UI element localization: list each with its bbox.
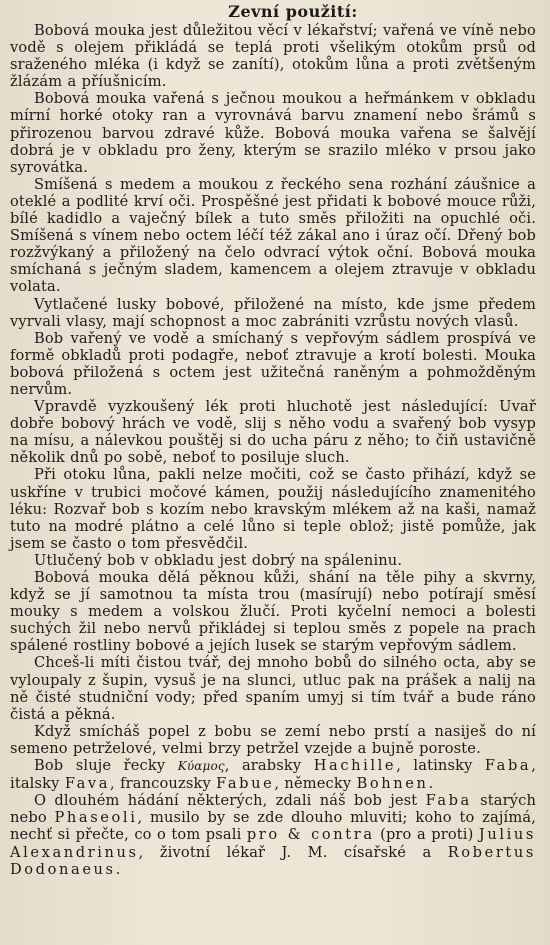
paragraph-5: Bob vařený ve vodě a smíchaný s vepřovým sádlem prospívá ve formě obkladů proti podagře, neboť ztravuje a krotí bolesti. Mouka bobová přiložená s octem jest užitečná raněným a pohmožděným nervům. (10, 329, 536, 398)
german-name: Bohnen (356, 775, 429, 793)
paragraph-6: Vpravdě vyzkoušený lék proti hluchotě jest následující: Uvař dobře bobový hrách ve vodě, slij s něho vodu a svařený bob vysyp na mísu, a nálevkou pouštěj si do ucha páru z něho; to čiň ustavičně několik dnů po sobě, neboť to posiluje sluch. (10, 398, 536, 467)
term-pro-contra: pro & contra (246, 826, 375, 844)
final-text: O dlouhém hádání některých, zdali náš bob jest (34, 792, 426, 810)
greek-name: Κύαμος (177, 759, 225, 774)
paragraph-2: Bobová mouka vařená s ječnou moukou a heřmánkem v obkladu mírní horké otoky ran a vyrovnává barvu znamení nebo šrámů s přirozenou barvou zdravé kůže. Bobová mouka vařena se šalvějí dobrá je v obkladu pro ženy, kterým se srazilo mléko v prsou jako syrovátka. (10, 90, 536, 176)
latin-name: Faba (484, 757, 532, 775)
final-text: . (115, 860, 121, 878)
names-text: Bob sluje řecky (34, 757, 178, 775)
paragraph-8: Utlučený bob v obkladu jest dobrý na spáleninu. (34, 551, 403, 569)
paragraph-names (10, 757, 536, 792)
section-title: Zevní použití: (228, 2, 358, 21)
author-robertus: Robertus Dodonaeus (10, 843, 536, 878)
paragraph-1: Bobová mouka jest důležitou věcí v lékařství; vařená ve víně nebo vodě s olejem přikládá se teplá proti všelikým otokům prsů od sraženého mléka (i když se zanítí), otokům lůna a proti zvětšeným žlázám a příušnicím. (10, 22, 536, 91)
final-text: (pro a proti) (374, 826, 479, 844)
names-text: , latinsky (396, 757, 485, 775)
paragraph-9: Bobová mouka dělá pěknou kůži, shání na těle pihy a skvrny, když se jí samotnou ta místa trou (masírují) nebo potírají směsí mouky s medem a volskou žlučí. Proti kyčelní nemoci a bolesti suchých žil nebo nervů přikládej si teplou směs z popele na prach spálené rostliny bobové a jejích lusek se starým vepřovým sádlem. (10, 569, 536, 655)
author-julius: Julius Alexandrinus (10, 826, 536, 861)
paragraph-final (10, 792, 536, 877)
arabic-name: Hachille (313, 757, 397, 775)
final-text: , životní lékař J. M. císařské a (138, 843, 448, 861)
paragraph-10: Chceš-li míti čistou tvář, dej mnoho bobů do silného octa, aby se vyloupaly z šupin, vysuš je na slunci, utluc pak na prášek a nalij na ně čisté studniční vody; před spaním umyj si tím tvář a bude ráno čistá a pěkná. (10, 654, 536, 723)
final-text: , musilo by se zde dlouho mluviti; koho to zajímá, nechť si přečte, co o tom psali (10, 809, 536, 844)
final-text: starých nebo (10, 792, 537, 827)
names-text: , italsky (10, 757, 536, 793)
term-faba: Faba (425, 792, 472, 810)
paragraph-4: Vytlačené lusky bobové, přiložené na místo, kde jsme předem vyrvali vlasy, mají schopnost a moc zabrániti vzrůstu nových vlasů. (10, 295, 536, 330)
names-text: , německy (274, 775, 357, 793)
paragraph-3: Smíšená s medem a moukou z řeckého sena rozhání záušnice a oteklé a podlité krví oči. Prospěšné jest přidati k bobové mouce růži, bílé kadidlo a vaječný bílek a tuto směs přiložiti na opuchlé oči. Smíšená s vínem nebo octem léčí též zákal ano i úraz očí. Dřený bob rozžvýkaný a přiložený na čelo odvrací výtok oční. Bobová mouka smíchaná s ječným sladem, kamencem a olejem ztravuje v obkladu volata. (10, 175, 536, 296)
names-text: . (428, 775, 434, 793)
french-name: Fabue (216, 775, 275, 793)
term-phaseoli: Phaseoli (54, 809, 138, 827)
paragraph-7: Při otoku lůna, pakli nelze močiti, což se často přihází, když se uskříne v trubici močové kámen, použij následujícího znamenitého léku: Rozvař bob s kozím nebo kravským mlékem až na kaši, namaž tuto na modré plátno a celé lůno si teple oblož; jistě pomůže, jak jsem se často o tom přesvědčil. (10, 466, 536, 552)
italian-name: Fava (64, 775, 111, 793)
names-text: , francouzsky (110, 775, 217, 793)
names-text: , arabsky (224, 757, 314, 775)
paragraph-11: Když smícháš popel z bobu se zemí nebo prstí a nasiješ do ní semeno petrželové, velmi brzy petržel vzejde a bujně poroste. (10, 722, 536, 757)
